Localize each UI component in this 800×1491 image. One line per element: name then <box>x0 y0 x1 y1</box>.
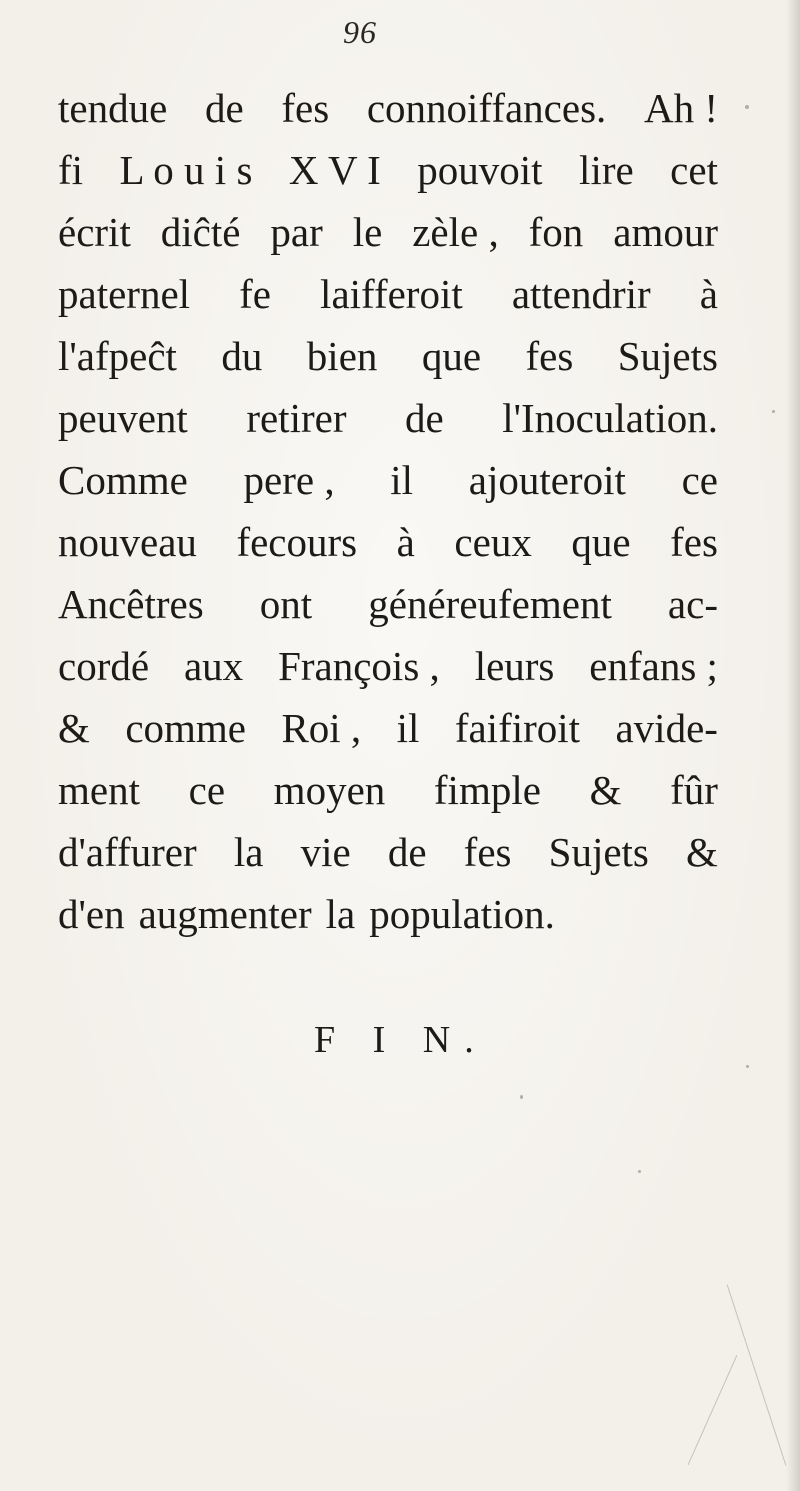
paper-crease <box>727 1284 787 1465</box>
word: écrit <box>58 209 131 255</box>
word: & <box>589 767 622 813</box>
word: l'afpeĉt <box>58 333 177 379</box>
word: Ah ! <box>643 85 718 131</box>
word: fes <box>670 519 718 565</box>
word: faifiroit <box>454 705 581 751</box>
word: fecours <box>236 519 358 565</box>
word: fon <box>528 209 584 255</box>
word: ce <box>188 767 226 813</box>
word: tendue <box>58 85 168 131</box>
word: le <box>352 209 383 255</box>
text-line <box>58 138 718 202</box>
word: & <box>686 829 718 875</box>
word: aux <box>183 643 244 689</box>
text-line <box>58 820 718 884</box>
word: de <box>204 85 244 131</box>
word: fes <box>463 829 512 875</box>
word: la <box>325 891 356 937</box>
word: Ancêtres <box>58 581 204 627</box>
word: ceux <box>454 519 532 565</box>
word: population. <box>369 891 555 937</box>
word: diĉté <box>160 209 241 255</box>
paper-speck <box>772 410 775 413</box>
text-line <box>58 262 718 326</box>
word: pere , <box>243 457 335 503</box>
word: l'Inoculation. <box>502 395 718 441</box>
word: cet <box>670 147 718 193</box>
word: il <box>396 705 420 751</box>
paper-speck <box>520 1095 523 1099</box>
word: Sujets <box>617 333 718 379</box>
word: Sujets <box>548 829 649 875</box>
word: Roi , <box>281 705 362 751</box>
word: François , <box>278 643 440 689</box>
word: la <box>233 829 264 875</box>
text-line <box>58 76 718 140</box>
word: bien <box>306 333 378 379</box>
word: connoiffances. <box>366 85 607 131</box>
word: cordé <box>58 643 150 689</box>
word: pouvoit <box>417 147 543 193</box>
text-line <box>58 448 718 512</box>
word: peuvent <box>58 395 188 441</box>
word: fes <box>281 85 330 131</box>
word: que <box>571 519 631 565</box>
word: avide- <box>615 705 718 751</box>
end-mark: F I N. <box>314 1019 488 1061</box>
paper-crease <box>688 1355 738 1465</box>
word: par <box>270 209 323 255</box>
word: de <box>405 395 444 441</box>
word: X V I <box>288 147 381 193</box>
word: enfans ; <box>589 643 718 689</box>
text-line-last <box>58 882 718 946</box>
word: & <box>58 705 90 751</box>
word: comme <box>125 705 247 751</box>
text-line <box>58 696 718 760</box>
word: moyen <box>273 767 386 813</box>
text-line <box>58 634 718 698</box>
word: paternel <box>58 271 191 317</box>
text-line <box>58 758 718 822</box>
word: généreufement <box>368 581 612 627</box>
word: à <box>396 519 415 565</box>
word: Comme <box>58 457 188 503</box>
page-number: 96 <box>343 14 377 50</box>
word: fes <box>525 333 574 379</box>
word: il <box>390 457 414 503</box>
word: à <box>699 271 718 317</box>
word: d'affurer <box>58 829 197 875</box>
word: lire <box>579 147 634 193</box>
word: de <box>387 829 427 875</box>
word: d'en <box>58 891 125 937</box>
word: nouveau <box>58 519 197 565</box>
text-line <box>58 386 718 450</box>
word: vie <box>300 829 351 875</box>
word: fi <box>58 147 84 193</box>
word: L o u i s <box>119 147 253 193</box>
word: augmenter <box>138 891 312 937</box>
page-edge-shadow <box>786 0 800 1491</box>
word: ont <box>259 581 313 627</box>
text-line <box>58 572 718 636</box>
text-line <box>58 200 718 264</box>
word: ajouteroit <box>468 457 626 503</box>
word: retirer <box>246 395 347 441</box>
word: ce <box>681 457 718 503</box>
word: amour <box>613 209 718 255</box>
word: laifferoit <box>320 271 463 317</box>
word: ac- <box>667 581 718 627</box>
word: fe <box>239 271 271 317</box>
paper-speck <box>638 1170 641 1173</box>
word: ment <box>58 767 140 813</box>
word: leurs <box>474 643 555 689</box>
word: attendrir <box>511 271 651 317</box>
word: fûr <box>670 767 718 813</box>
paper-speck <box>746 1065 749 1068</box>
text-line <box>58 510 718 574</box>
paper-speck <box>745 105 749 109</box>
word: fimple <box>433 767 541 813</box>
word: du <box>221 333 263 379</box>
word: zèle , <box>412 209 499 255</box>
word: que <box>421 333 482 379</box>
text-line <box>58 324 718 388</box>
